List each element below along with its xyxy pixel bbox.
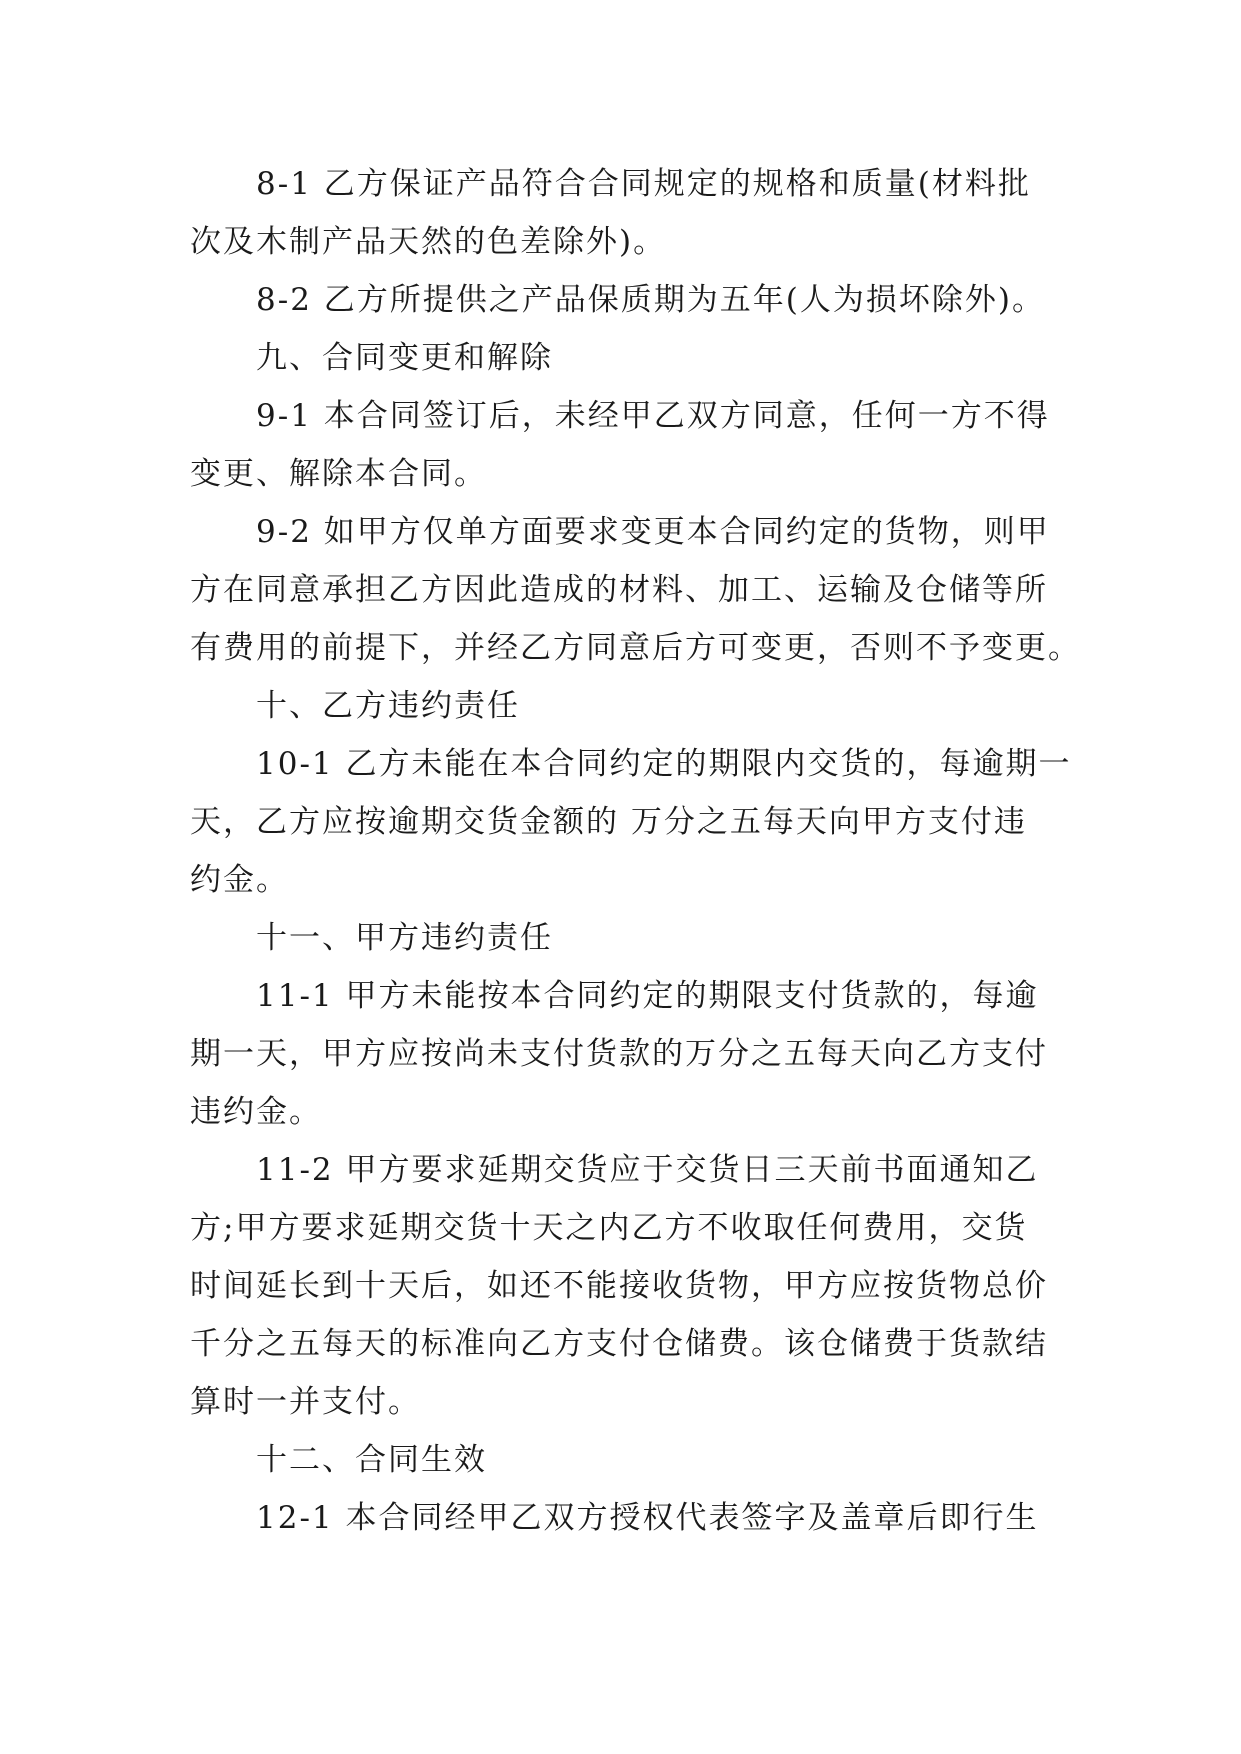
clause-9-2-line-3: 有费用的前提下，并经乙方同意后方可变更，否则不予变更。: [190, 630, 1081, 666]
clause-9-2-line-1: 9-2 如甲方仅单方面要求变更本合同约定的货物，则甲: [256, 514, 1050, 550]
section-heading-12: 十二、合同生效: [256, 1442, 487, 1478]
clause-10-1-line-2: 天，乙方应按逾期交货金额的 万分之五每天向甲方支付违: [190, 804, 1027, 840]
clause-8-1-line-2: 次及木制产品天然的色差除外)。: [190, 224, 667, 260]
clause-11-2-line-3: 时间延长到十天后，如还不能接收货物，甲方应按货物总价: [190, 1268, 1048, 1304]
clause-11-1-line-1: 11-1 甲方未能按本合同约定的期限支付货款的，每逾: [256, 978, 1039, 1014]
clause-11-1-line-3: 违约金。: [190, 1094, 322, 1130]
clause-11-2-line-2: 方;甲方要求延期交货十天之内乙方不收取任何费用，交货: [190, 1210, 1028, 1246]
clause-9-1-line-2: 变更、解除本合同。: [190, 456, 487, 492]
section-heading-11: 十一、甲方违约责任: [256, 920, 553, 956]
section-heading-9: 九、合同变更和解除: [256, 340, 553, 376]
clause-11-1-line-2: 期一天，甲方应按尚未支付货款的万分之五每天向乙方支付: [190, 1036, 1048, 1072]
section-heading-10: 十、乙方违约责任: [256, 688, 520, 724]
clause-11-2-line-1: 11-2 甲方要求延期交货应于交货日三天前书面通知乙: [256, 1152, 1039, 1188]
clause-10-1-line-1: 10-1 乙方未能在本合同约定的期限内交货的，每逾期一: [256, 746, 1072, 782]
clause-8-2: 8-2 乙方所提供之产品保质期为五年(人为损坏除外)。: [256, 282, 1045, 318]
clause-9-2-line-2: 方在同意承担乙方因此造成的材料、加工、运输及仓储等所: [190, 572, 1048, 608]
document-body: [190, 155, 1081, 1547]
clause-12-1-line-1: 12-1 本合同经甲乙双方授权代表签字及盖章后即行生: [256, 1500, 1039, 1536]
clause-9-1-line-1: 9-1 本合同签订后，未经甲乙双方同意，任何一方不得: [256, 398, 1050, 434]
clause-11-2-line-4: 千分之五每天的标准向乙方支付仓储费。该仓储费于货款结: [190, 1326, 1048, 1362]
clause-10-1-line-3: 约金。: [190, 862, 289, 898]
clause-8-1-line-1: 8-1 乙方保证产品符合合同规定的规格和质量(材料批: [256, 166, 1031, 202]
clause-11-2-line-5: 算时一并支付。: [190, 1384, 421, 1420]
